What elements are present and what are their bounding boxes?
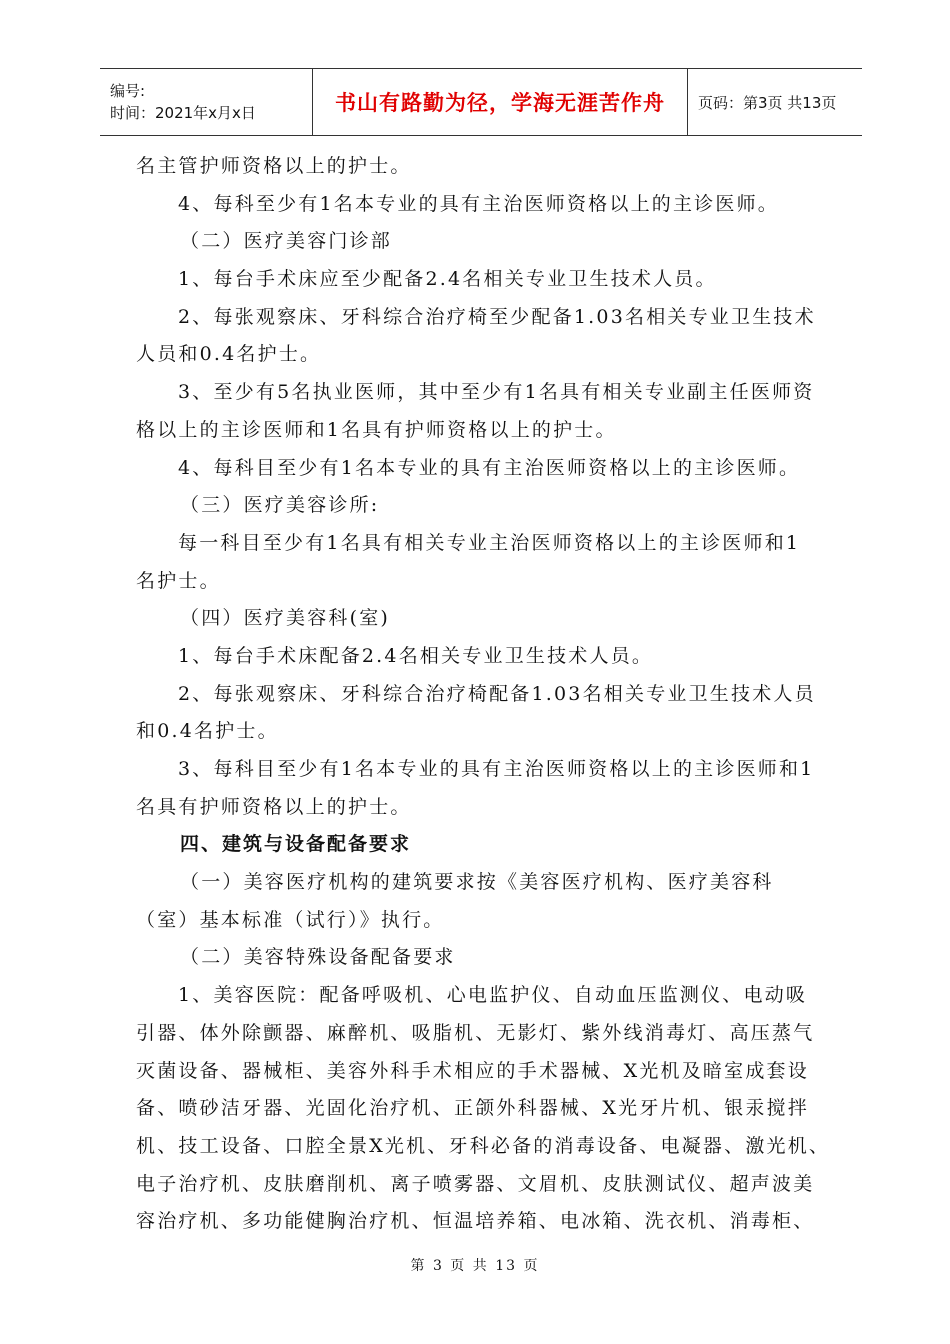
text-line: （二）医疗美容门诊部 [180,230,393,253]
text-line: 人员和0.4名护士。 [136,343,322,366]
text-line: 3、每科目至少有1名本专业的具有主治医师资格以上的主诊医师和1 [178,758,815,780]
text-line: （一）美容医疗机构的建筑要求按《美容医疗机构、医疗美容科 [180,871,774,894]
header-motto-cell [313,69,688,135]
text-line: 引器、体外除颤器、麻醉机、吸脂机、无影灯、紫外线消毒灯、高压蒸气 [136,1021,815,1044]
text-line: 机、技工设备、口腔全景X光机、牙科必备的消毒设备、电凝器、激光机、 [136,1134,831,1157]
document-body [136,148,866,1241]
text-line: 每一科目至少有1名具有相关专业主治医师资格以上的主诊医师和1 [178,531,801,554]
text-line: 2、每张观察床、牙科综合治疗椅配备1.03名相关专业卫生技术人员 [178,682,816,705]
text-line: 1、每台手术床应至少配备2.4名相关专业卫生技术人员。 [178,268,717,291]
text-line: 格以上的主诊医师和1名具有护师资格以上的护士。 [136,418,617,441]
text-line: 4、每科至少有1名本专业的具有主治医师资格以上的主诊医师。 [178,192,779,215]
text-line: 备、喷砂洁牙器、光固化治疗机、正颌外科器械、X光牙片机、银汞搅拌 [136,1097,809,1120]
page-info: 页码：第3页 共13页 [698,93,837,112]
text-line: 容治疗机、多功能健胸治疗机、恒温培养箱、电冰箱、洗衣机、消毒柜、 [136,1210,815,1233]
text-line: 4、每科目至少有1名本专业的具有主治医师资格以上的主诊医师。 [178,456,801,479]
header-page-info-cell [688,69,862,135]
text-line: （四）医疗美容科(室) [180,607,391,630]
text-line: （三）医疗美容诊所: [180,494,380,517]
header-motto: 书山有路勤为径，学海无涯苦作舟 [335,91,665,115]
text-line: 3、至少有5名执业医师，其中至少有1名具有相关专业副主任医师资 [178,381,815,404]
text-line: 1、美容医院：配备呼吸机、心电监护仪、自动血压监测仪、电动吸 [178,984,808,1007]
header-meta [100,69,313,135]
text-line: 名护士。 [136,569,221,592]
date-line: 时间：2021年x月x日 [110,104,256,122]
number-label: 编号: [110,82,146,100]
text-line: 名具有护师资格以上的护士。 [136,795,412,818]
section-heading: 四、建筑与设备配备要求 [180,833,412,856]
text-line: 电子治疗机、皮肤磨削机、离子喷雾器、文眉机、皮肤测试仪、超声波美 [136,1172,815,1195]
document-header [100,68,862,136]
text-line: 和0.4名护士。 [136,720,279,743]
text-line: 1、每台手术床配备2.4名相关专业卫生技术人员。 [178,644,654,667]
text-line: 2、每张观察床、牙科综合治疗椅至少配备1.03名相关专业卫生技术 [178,305,816,328]
text-line: 灭菌设备、器械柜、美容外科手术相应的手术器械、X光机及暗室成套设 [136,1059,809,1082]
text-line: 名主管护师资格以上的护士。 [136,155,412,177]
text-line: （二）美容特殊设备配备要求 [180,946,456,969]
page-footer: 第 3 页 共 13 页 [410,1258,540,1274]
text-line: （室）基本标准（试行）》执行。 [136,908,445,931]
